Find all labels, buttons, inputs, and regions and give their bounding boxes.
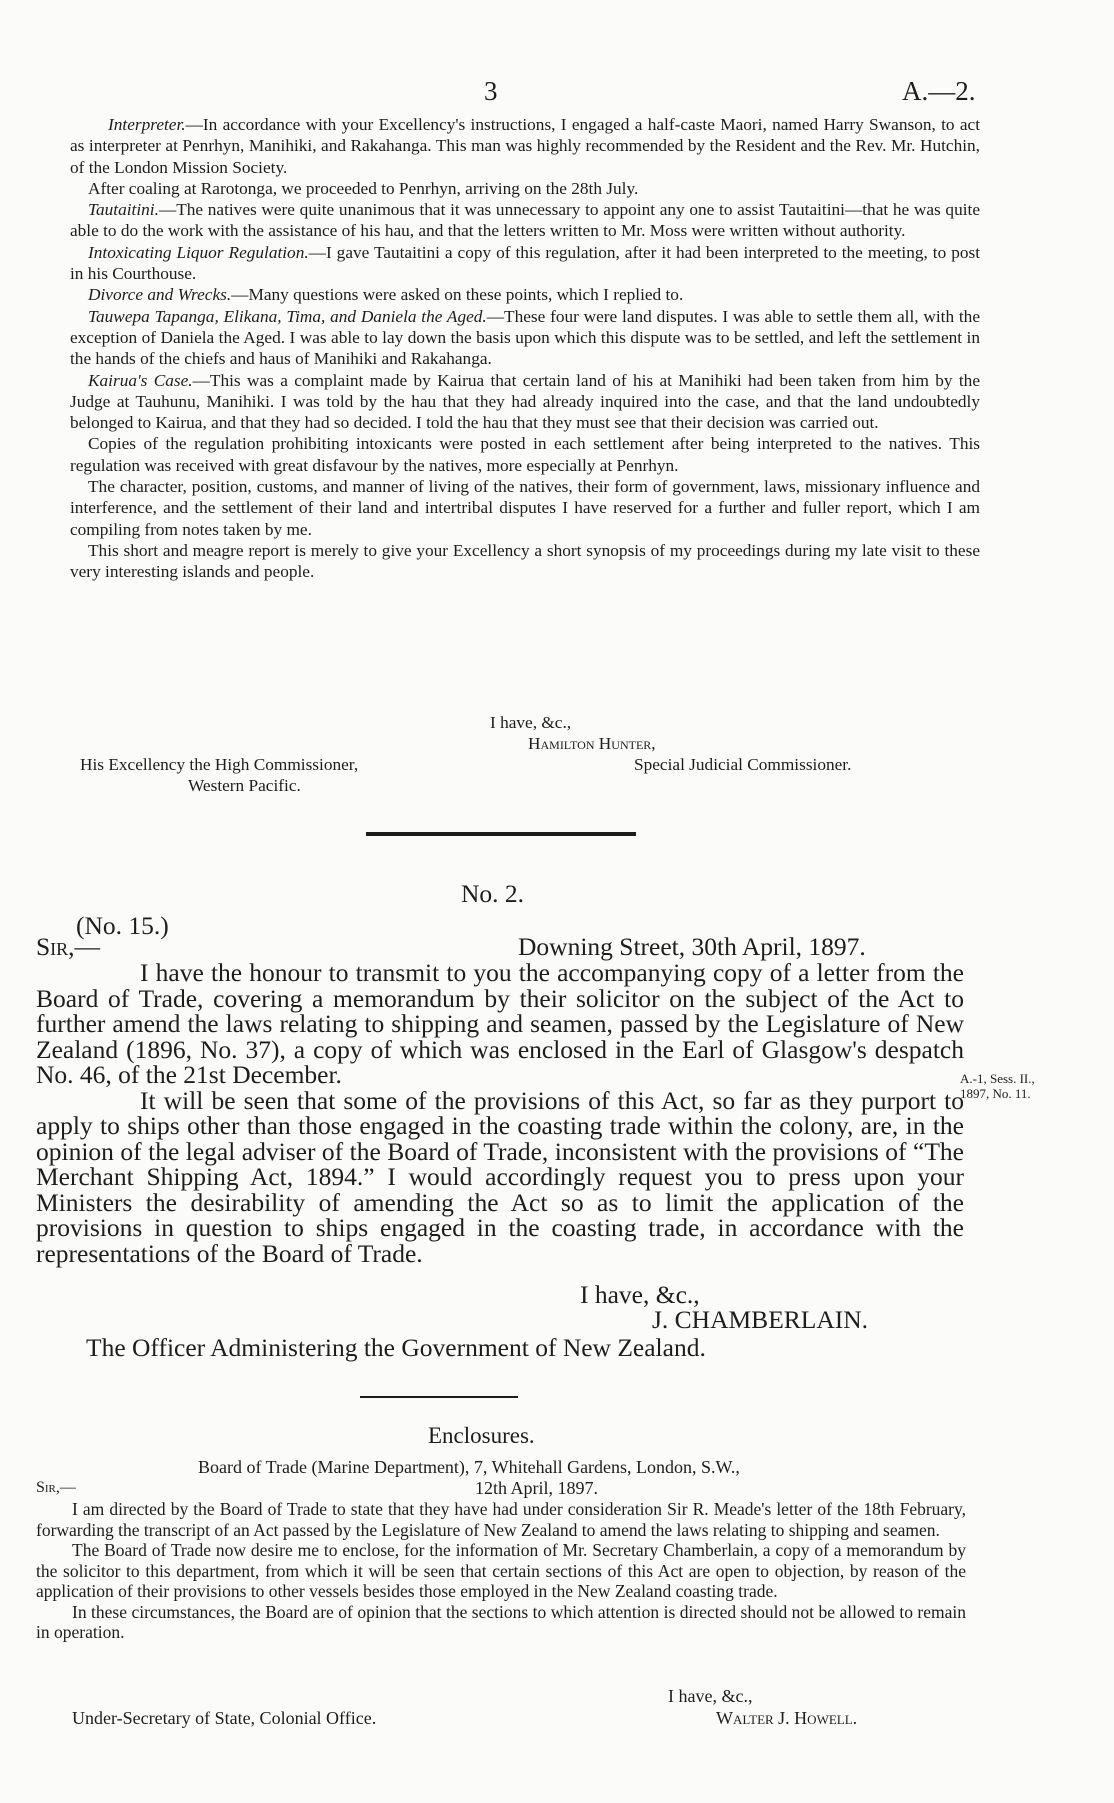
heading-kairua: Kairua's Case. (88, 370, 193, 390)
heading-divorce: Divorce and Wrecks. (88, 285, 232, 305)
text-liquor: —I gave Tautaitini a copy of this regulation, after it had been interpreted to the meeting, to post in his Courthouse. (70, 242, 980, 284)
text-kairua: —This was a complaint made by Kairua that certain land of his at Manihiki had been taken from him by the Judge at Tauhunu, Manihiki. I was told by the hau that they had already inquired into the case, and that the land undoubtedly belonged to Kairua, and that they had so decided. I told the hau that they must see that their decision was carried out. (70, 370, 980, 433)
enclosure-signer: Walter J. Howell. (716, 1708, 858, 1728)
despatch-number: No. 2. (461, 879, 525, 908)
enclosures-title: Enclosures. (428, 1423, 535, 1448)
despatch-paragraph-2: It will be seen that some of the provisions of this Act, so far as they purport to apply to ships other than those engaged in the coasting trade within the colony, are, in the opinion of the legal adviser of the Board of Trade, inconsistent with the provisions of “The Merchant Shipping Act, 1894.” I would accordingly request you to press upon your Ministers the desirability of amending the Act so as to limit the application of the provisions in question to ships engaged in the coasting trade, in accordance with the representations of the Board of Trade. (36, 1085, 964, 1268)
enclosure-paragraph-3: In these circumstances, the Board are of opinion that the sections to which attention is directed should not be allowed to remain in operation. (36, 1601, 966, 1642)
document-code: A.—2. (902, 76, 976, 106)
text-land-disputes: —These four were land disputes. I was able to settle them all, with the exception of Daniela the Aged. I was able to lay down the basis upon which this dispute was to be settled, and left the settlement in the hands of the chiefs and haus of Manihiki and Rakahanga. (70, 306, 980, 369)
margin-note-line2: 1897, No. 11. (960, 1086, 1031, 1101)
text-divorce: —Many questions were asked on these points, which I replied to. (231, 285, 684, 305)
paragraph-divorce (70, 284, 980, 305)
despatch-paragraph-1: I have the honour to transmit to you the accompanying copy of a letter from the Board of Trade, covering a memorandum by their solicitor on the subject of the Act to further amend the laws relating to shipping and seamen, passed by the Legislature of New Zealand (1896, No. 37), a copy of which was enclosed in the Earl of Glasgow's despatch No. 46, of the 21st December. (36, 958, 964, 1089)
paragraph-liquor (70, 242, 980, 285)
despatch-signer: J. CHAMBERLAIN. (652, 1305, 869, 1334)
enclosure-salutation: Sir,— (36, 1479, 76, 1496)
enclosure-address: Board of Trade (Marine Department), 7, Whitehall Gardens, London, S.W., (198, 1457, 740, 1477)
heading-land-disputes: Tauwepa Tapanga, Elikana, Tima, and Daniela the Aged. (88, 306, 487, 326)
section-divider-thick (366, 832, 636, 836)
margin-note (960, 1071, 1085, 1101)
enclosure-paragraph-1: I am directed by the Board of Trade to state that they have had under consideration Sir R. Meade's letter of the 18th February, forwarding the transcript of an Act passed by the Legislature of New Zealand to amend the laws relating to shipping and seamen. (36, 1499, 966, 1540)
report-addressee-line2: Western Pacific. (188, 776, 301, 795)
text-interpreter: —In accordance with your Excellency's instructions, I engaged a half-caste Maori, named Harry Swanson, to act as interpreter at Penrhyn, Manihiki, and Rakahanga. This man was highly recommended by the Resident and the Rev. Mr. Hutchin, of the London Mission Society. (70, 115, 980, 177)
heading-liquor: Intoxicating Liquor Regulation. (88, 242, 309, 262)
paragraph-kairua (70, 370, 980, 434)
despatch-body (36, 960, 964, 1266)
paragraph-character: The character, position, customs, and manner of living of the natives, their form of government, laws, missionary influence and interference, and the settlement of their land and intertribal disputes I have reserved for a further and fuller report, which I am compiling from notes taken by me. (70, 477, 980, 539)
heading-tautaitini: Tautaitini. (88, 200, 159, 220)
margin-note-line1: A.-1, Sess. II., (960, 1071, 1035, 1086)
enclosure-closing: I have, &c., (668, 1686, 753, 1706)
heading-interpreter: Interpreter. (108, 115, 186, 134)
despatch-addressee: The Officer Administering the Government of New Zealand. (86, 1333, 706, 1362)
report-addressee-line1: His Excellency the High Commissioner, (80, 755, 359, 774)
enclosure-paragraph-2: The Board of Trade now desire me to enclose, for the information of Mr. Secretary Chamberlain, a copy of a memorandum by the solicitor to this department, from which it will be seen that certain sections of this Act are open to objection, by reason of the application of their provisions to other vessels besides those employed in the New Zealand coasting trade. (36, 1540, 966, 1601)
enclosure-date: 12th April, 1897. (475, 1478, 599, 1498)
paragraph-tautaitini (70, 199, 980, 242)
page-number: 3 (484, 76, 498, 106)
paragraph-short-report: This short and meagre report is merely to give your Excellency a short synopsis of my proceedings during my late visit to these very interesting islands and people. (70, 540, 980, 582)
paragraph-land-disputes (70, 306, 980, 370)
report-signer: Hamilton Hunter, (528, 734, 656, 753)
despatch-salutation: Sir,— (36, 932, 101, 961)
section-divider-thin (360, 1396, 518, 1398)
enclosure-body (36, 1499, 966, 1643)
despatch-place-date: Downing Street, 30th April, 1897. (518, 932, 866, 961)
text-tautaitini: —The natives were quite unanimous that it was unnecessary to appoint any one to assist Tautaitini—that he was quite able to do the work with the assistance of his hau, and that the letters written to Mr. Moss were written without authority. (70, 200, 980, 241)
paragraph-coaling: After coaling at Rarotonga, we proceeded to Penrhyn, arriving on the 28th July. (88, 178, 639, 198)
despatch-reference: (No. 15.) (76, 911, 169, 940)
enclosure-addressee: Under-Secretary of State, Colonial Office. (72, 1708, 377, 1728)
report-body (70, 114, 980, 583)
despatch-closing: I have, &c., (580, 1280, 700, 1309)
paragraph-copies: Copies of the regulation prohibiting intoxicants were posted in each settlement after being interpreted to the natives. This regulation was received with great disfavour by the natives, more especially at Penrhyn. (70, 434, 980, 475)
report-closing: I have, &c., (490, 713, 572, 732)
report-signer-title: Special Judicial Commissioner. (634, 755, 852, 774)
paragraph-interpreter (70, 114, 980, 178)
